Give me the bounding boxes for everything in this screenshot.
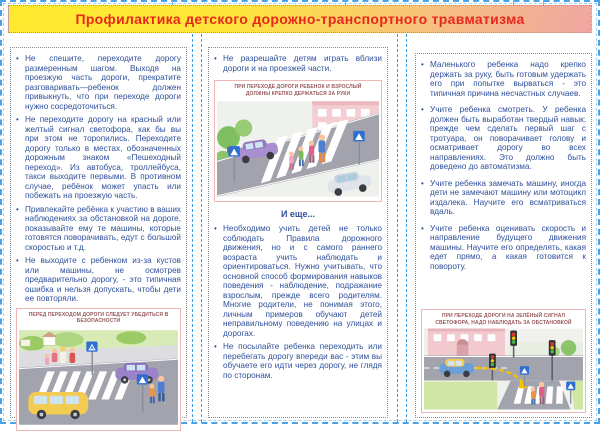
- crossing-hand-in-hand-illustration: [217, 99, 379, 199]
- bullet-text: Учите ребенка смотреть. У ребенка должен быть выработан твердый навык: прежде чем сделать первый шаг с тротуара, он поворачивает голову и осматривает дорогу во всех направлениях. Это должно быть доведено до автоматизма.: [430, 105, 586, 171]
- bullet-text: Маленького ребенка надо крепко держать за руку, быть готовым удержать его при попытке вырваться - это типичная причина несчастных случаев.: [430, 60, 586, 98]
- tree: [561, 340, 576, 355]
- figure-safe-crossing: [16, 308, 181, 431]
- pink-building: [428, 329, 505, 356]
- bullet-marker: •: [421, 178, 424, 188]
- subheading: И еще...: [280, 209, 316, 219]
- bullet-marker: •: [16, 115, 19, 124]
- bullet-item: [214, 342, 382, 380]
- fold-line: [406, 34, 407, 422]
- bullet-text: Привлекайте ребёнка к участию в ваших наблюдениях за обстановкой на дороге, показывайте ему те машины, которые готовятся поворачивать, едут с большой скоростью и т.д.: [25, 204, 181, 252]
- bullet-item: [16, 256, 181, 304]
- figure-caption: ПРИ ПЕРЕХОДЕ ДОРОГИ НА ЗЕЛЁНЫЙ СИГНАЛ СВЕТОФОРА, НАДО НАБЛЮДАТЬ ЗА ОБСТАНОВКОЙ: [435, 313, 572, 326]
- bullet-item: [421, 60, 586, 98]
- bullet-marker: •: [16, 204, 19, 214]
- figure-caption: ПРИ ПЕРЕХОДЕ ДОРОГИ РЕБЕНОК И ВЗРОСЛЫЙ ДОЛЖНЫ КРЕПКО ДЕРЖАТЬСЯ ЗА РУКИ: [234, 84, 362, 97]
- fold-line: [201, 34, 202, 422]
- bullet-item: [214, 224, 382, 338]
- bullet-item: [421, 224, 586, 272]
- column-3: [415, 53, 592, 418]
- bullet-marker: •: [421, 60, 424, 69]
- bullet-text: Не переходите дорогу на красный или желтый сигнал светофора, как бы вы при этом не торопились. Переходите дорогу только в местах, обозначенных дорожным знаком «Пешеходный переход». Из автобуса, троллейбуса, такси выходите первыми. В противном случае, ребёнок может упасть или побежать на проезжую часть.: [25, 115, 181, 200]
- bullet-text: Не выходите с ребенком из-за кустов или машины, не осмотрев предварительно дорогу, - это типичная ошибка и нельзя допускать, чтобы дети ее повторяли.: [25, 256, 181, 303]
- bullet-text: Не посылайте ребенка переходить или перебегать дорогу впереди вас - этим вы обучаете его идти через дорогу, не глядя по сторонам.: [223, 342, 382, 380]
- bullet-item: [16, 115, 181, 201]
- bullet-text: Учите ребенка замечать машину, иногда дети не замечают машину или мотоцикл издалека. Научите его всматриваться вдаль.: [430, 178, 586, 216]
- bullet-marker: •: [16, 54, 19, 63]
- bullet-marker: •: [421, 223, 424, 233]
- house: [43, 336, 55, 344]
- bullet-marker: •: [16, 256, 19, 265]
- intersection-scene-illustration: [424, 328, 583, 410]
- bullet-text: Не разрешайте детям играть вблизи дороги и на проезжей части.: [223, 54, 382, 73]
- bullet-item: [16, 205, 181, 253]
- bullet-item: [16, 54, 181, 111]
- bullet-item: [214, 54, 382, 73]
- lawn: [424, 381, 497, 410]
- figure-traffic-light-crossing: [421, 309, 586, 413]
- bullet-text: Не спешите, переходите дорогу размеренным шагом. Выходя на проезжую часть дороги, прекратите разговаривать—ребенок должен привыкнуть, что при переходе дороги нужно сосредоточиться.: [25, 54, 181, 111]
- page-title: Профилактика детского дорожно-транспортного травматизма: [75, 11, 525, 27]
- crosswalk-scene-illustration: [19, 327, 178, 428]
- bullet-marker: •: [421, 105, 424, 114]
- bullet-item: [421, 105, 586, 172]
- bullet-text: Учите ребенка оценивать скорость и направление будущего движения машины. Научите его определять, какая едет прямо, а какая готовится к повороту.: [430, 223, 586, 271]
- figure-caption: ПЕРЕД ПЕРЕХОДОМ ДОРОГИ СЛЕДУЕТ УБЕДИТЬСЯ В БЕЗОПАСНОСТИ: [28, 311, 169, 324]
- fold-line: [192, 34, 193, 422]
- column-2: [208, 47, 388, 418]
- title-banner: [8, 5, 592, 33]
- bullet-marker: •: [214, 54, 217, 63]
- bullet-marker: •: [214, 224, 217, 233]
- figure-hold-hands: [214, 80, 382, 202]
- bullet-text: Необходимо учить детей не только соблюдать Правила дорожного движения, но и с самого раннего возраста учить наблюдать и ориентироваться. Нужно учитывать, что основной способ формирования навыков поведения - наблюдение, подражание взрослым, прежде всего родителям. Многие родители, не понимая этого, личным примеров обучают детей неправильному поведению на улицах и дорогах.: [223, 224, 382, 338]
- bullet-marker: •: [214, 342, 217, 351]
- bullet-item: [421, 179, 586, 217]
- column-1: [10, 47, 187, 418]
- fold-line: [397, 34, 398, 422]
